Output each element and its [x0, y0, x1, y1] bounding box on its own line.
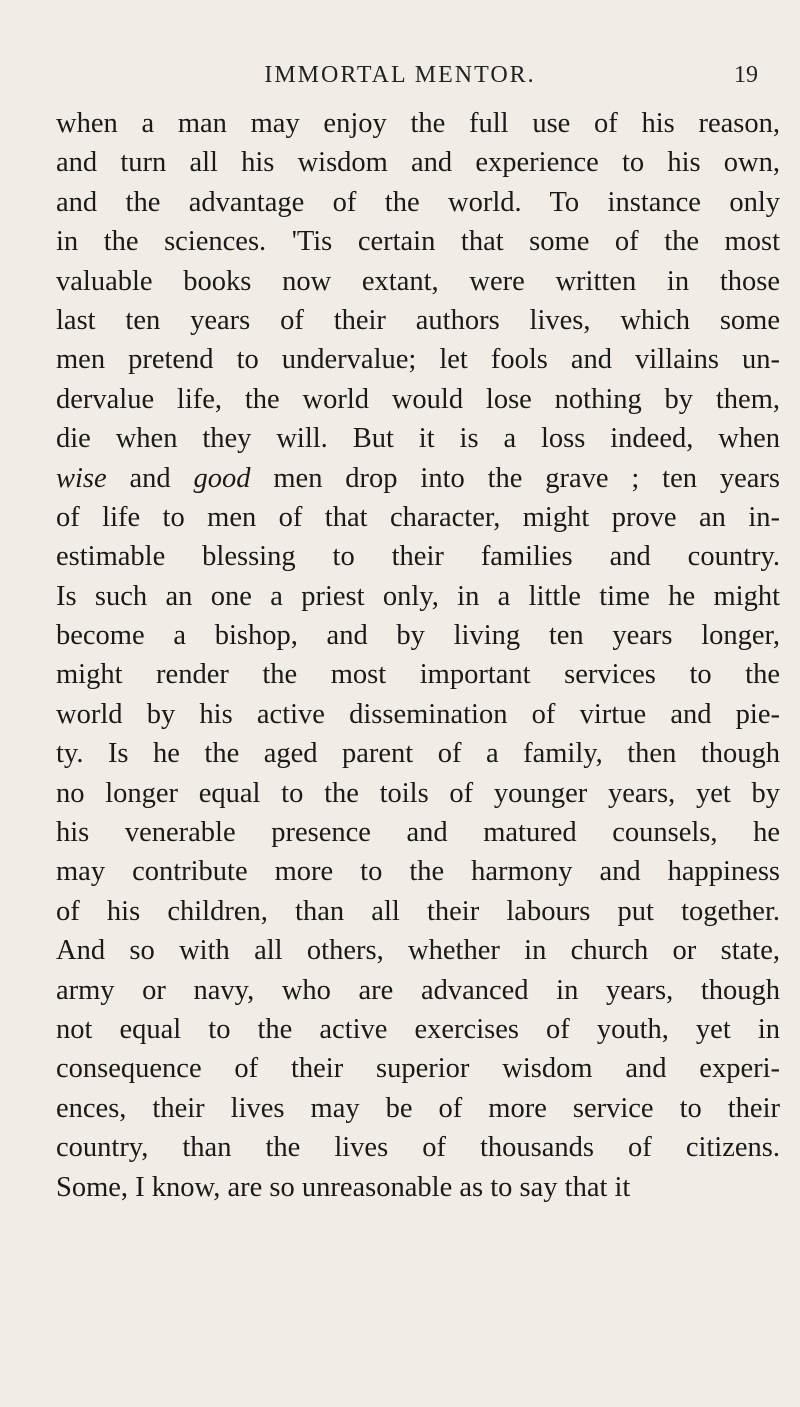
text-line: dervalue life, the world would lose nothing by them,: [56, 383, 780, 415]
body-text: [56, 104, 780, 1207]
text-line: estimable blessing to their families and country.: [56, 541, 780, 573]
text-line-with-italics: [56, 459, 780, 498]
text-line: Some, I know, are so unreasonable as to say that it: [56, 1171, 631, 1203]
text-line: And so with all others, whether in church or state,: [56, 935, 780, 967]
text-line: Is such an one a priest only, in a little time he might: [56, 580, 780, 612]
text-line: might render the most important services to the: [56, 659, 780, 691]
text-line: last ten years of their authors lives, which some: [56, 304, 780, 336]
text-span: and: [106, 462, 194, 494]
text-line: when a man may enjoy the full use of his reason,: [56, 108, 780, 139]
text-line: may contribute more to the harmony and happiness: [56, 856, 780, 888]
text-line: not equal to the active exercises of youth, yet in: [56, 1013, 780, 1045]
italic-word: wise: [56, 462, 107, 494]
running-title: IMMORTAL MENTOR.: [264, 62, 536, 88]
text-line: consequence of their superior wisdom and experi-: [56, 1053, 780, 1085]
text-line: in the sciences. 'Tis certain that some of the most: [56, 226, 780, 258]
italic-word: good: [193, 462, 251, 494]
text-line: die when they will. But it is a loss indeed, when: [56, 423, 780, 455]
text-line: no longer equal to the toils of younger years, yet by: [56, 777, 780, 809]
page-number: 19: [734, 62, 758, 88]
text-line: world by his active dissemination of virtue and pie-: [56, 698, 780, 730]
text-line: of his children, than all their labours put together.: [56, 895, 780, 927]
text-line: ty. Is he the aged parent of a family, then though: [56, 738, 780, 770]
text-line: of life to men of that character, might prove an in-: [56, 501, 780, 533]
text-line: army or navy, who are advanced in years, though: [56, 974, 780, 1006]
text-line: ences, their lives may be of more service to their: [56, 1092, 780, 1124]
text-line: his venerable presence and matured counsels, he: [56, 817, 780, 849]
text-line: and turn all his wisdom and experience to his own,: [56, 147, 780, 179]
text-line: men pretend to undervalue; let fools and villains un-: [56, 344, 780, 376]
text-line: country, than the lives of thousands of citizens.: [56, 1132, 780, 1164]
text-span: men drop into the grave ; ten years: [250, 462, 780, 494]
running-head: [0, 62, 800, 92]
text-line: and the advantage of the world. To instance only: [56, 186, 780, 218]
text-line: become a bishop, and by living ten years longer,: [56, 620, 780, 652]
text-line: valuable books now extant, were written in those: [56, 265, 780, 297]
